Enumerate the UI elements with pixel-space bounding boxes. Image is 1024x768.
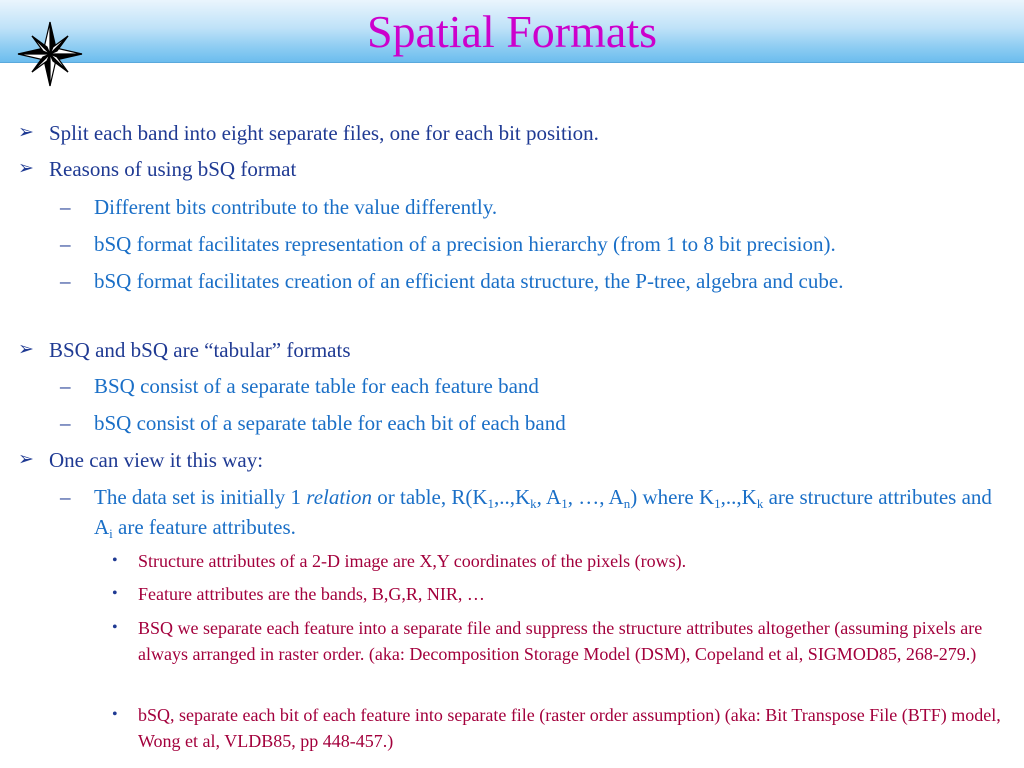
sub-bullet-text: bSQ format facilitates creation of an efficient data structure, the P-tree, algebra and cube. [94,269,844,293]
sub-bullet-text: BSQ consist of a separate table for each feature band [94,374,539,398]
sub-bullet-text: bSQ format facilitates representation of a precision hierarchy (from 1 to 8 bit precision). [94,232,836,256]
dot-bullet-icon: • [112,585,118,602]
dash-bullet-icon: – [60,269,71,293]
arrow-bullet-icon: ➢ [18,122,34,143]
sub-sub-bullet-text: Structure attributes of a 2-D image are X,Y coordinates of the pixels (rows). [138,551,687,571]
bullet-text: Split each band into eight separate files, one for each bit position. [49,121,599,145]
dash-bullet-icon: – [60,232,71,256]
bullet-text: One can view it this way: [49,448,264,472]
compass-rose-icon [16,20,84,88]
dot-bullet-icon: • [112,619,118,636]
dash-bullet-icon: – [60,195,71,219]
dash-bullet-icon: – [60,374,71,398]
sub-bullet-text: The data set is initially 1 relation or table, $R(K_1,..,K_k$, $A_1$, …, $A_n$) where $K_1,..,K_k$ are structure attributes and $A_i$ are feature attributes. [94,485,992,541]
bullet-text: Reasons of using bSQ format [49,157,297,181]
dash-bullet-icon: – [60,485,71,509]
sub-bullet-text: Different bits contribute to the value differently. [94,195,498,219]
dash-bullet-icon: – [60,411,71,435]
sub-bullet-text: bSQ consist of a separate table for each bit of each band [94,411,566,435]
dot-bullet-icon: • [112,552,118,569]
sub-sub-bullet-text: BSQ we separate each feature into a separate file and suppress the structure attributes altogether (assuming pixels are always arranged in raster order. (aka: Decomposition Storage Model (DSM), Copeland et al, SIGMOD85, 268-279.) [138,618,983,664]
arrow-bullet-icon: ➢ [18,449,34,470]
sub-sub-bullet-text: bSQ, separate each bit of each feature into separate file (raster order assumption) (aka: Bit Transpose File (BTF) model, Wong et al, VLDB85, pp 448-457.) [138,705,1001,751]
arrow-bullet-icon: ➢ [18,158,34,179]
slide-title: Spatial Formats [366,6,658,57]
arrow-bullet-icon: ➢ [18,339,34,360]
dot-bullet-icon: • [112,706,118,723]
bullet-text: BSQ and bSQ are “tabular” formats [49,338,351,362]
sub-sub-bullet-text: Feature attributes are the bands, B,G,R, NIR, … [138,584,485,604]
